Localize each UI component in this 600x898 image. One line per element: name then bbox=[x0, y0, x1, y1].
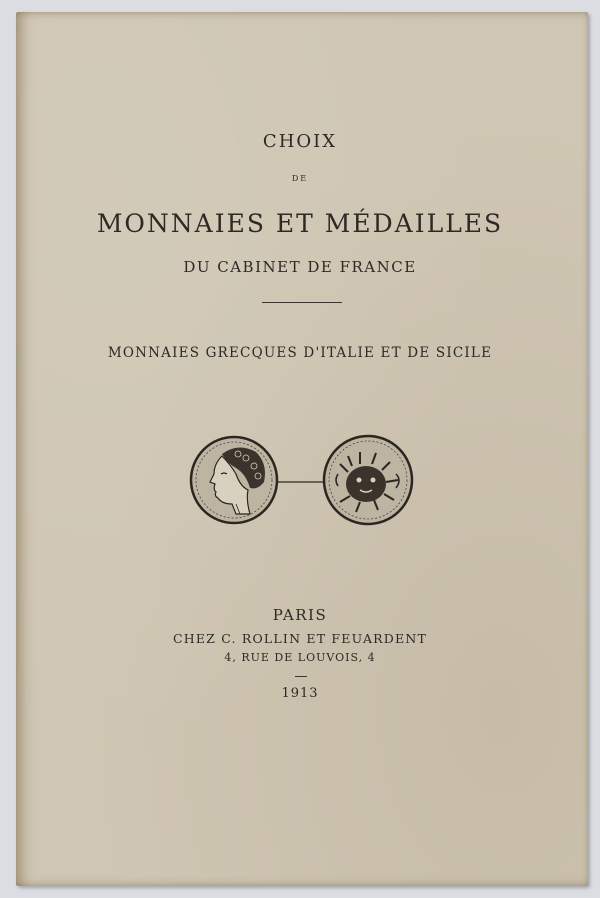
year-divider bbox=[295, 676, 307, 677]
main-title: MONNAIES ET MÉDAILLES bbox=[96, 209, 504, 238]
title-connector: DE bbox=[291, 174, 309, 183]
coin-obverse-head-icon bbox=[191, 437, 277, 523]
subtitle: DU CABINET DE FRANCE bbox=[183, 258, 417, 276]
coin-illustration bbox=[188, 434, 420, 526]
publication-year: 1913 bbox=[281, 686, 319, 701]
title-divider bbox=[262, 302, 342, 303]
coin-reverse-lion-icon bbox=[324, 436, 412, 524]
publisher-name: CHEZ C. ROLLIN ET FEUARDENT bbox=[172, 631, 428, 646]
series-title: CHOIX bbox=[262, 131, 338, 152]
publisher-address: 4, RUE DE LOUVOIS, 4 bbox=[224, 651, 376, 664]
section-title: MONNAIES GRECQUES D'ITALIE ET DE SICILE bbox=[107, 345, 493, 361]
publication-city: PARIS bbox=[272, 606, 328, 624]
